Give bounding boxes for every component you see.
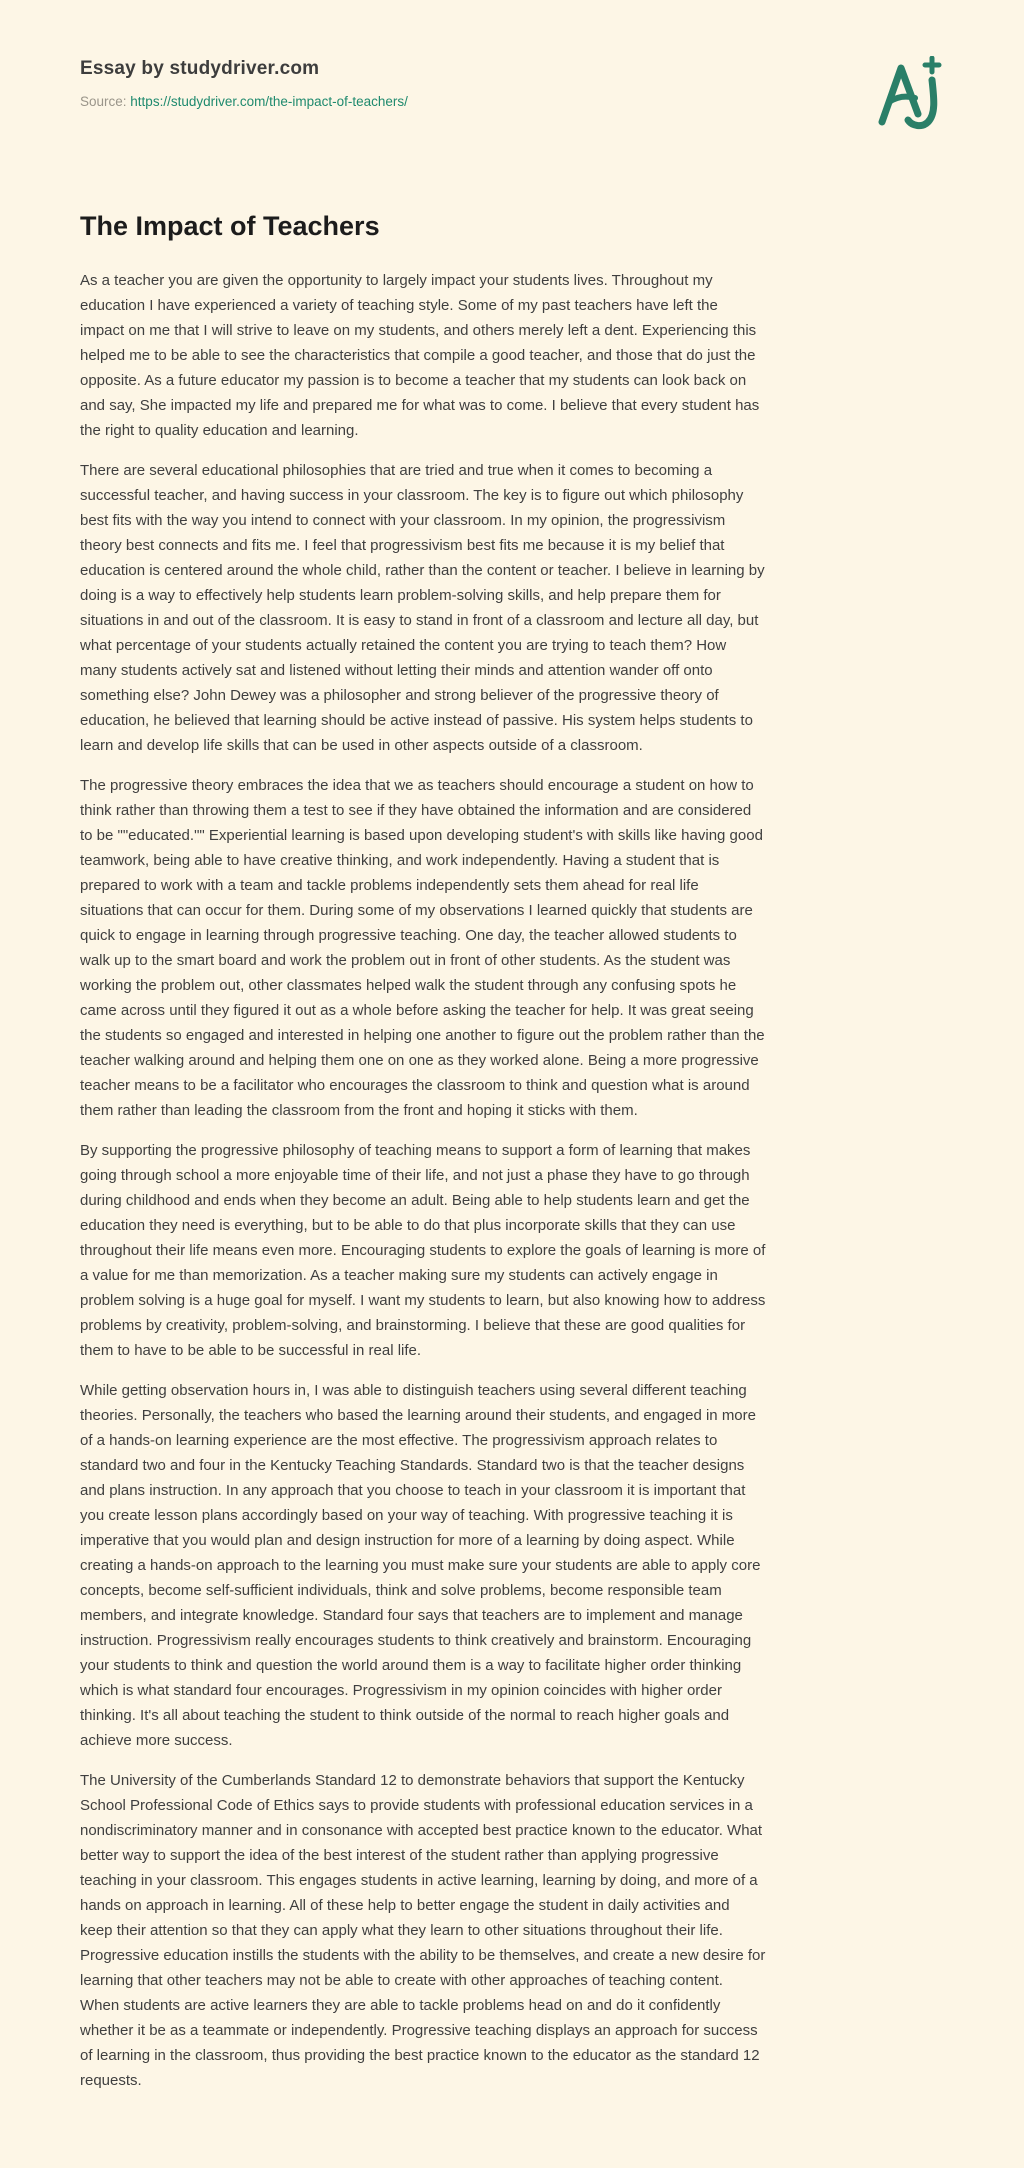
- essay-paragraph-4: By supporting the progressive philosophy of teaching means to support a form of learning that makes going through school a more enjoyable time of their life, and not just a phase they have to go through during childhood and ends when they become an adult. Being able to help students learn and get the education they need is everything, but to be able to do that plus incorporate skills that they can use throughout their life means even more. Encouraging students to explore the goals of learning is more of a value for me than memorization. As a teacher making sure my students can actively engage in problem solving is a huge goal for myself. I want my students to learn, but also knowing how to address problems by creativity, problem-solving, and brainstorming. I believe that these are good qualities for them to have to be able to be successful in real life.: [80, 1142, 766, 1359]
- source-label: Source:: [80, 94, 127, 109]
- page-header: [80, 58, 766, 109]
- essay-paragraph-6: The University of the Cumberlands Standard 12 to demonstrate behaviors that support the Kentucky School Professional Code of Ethics says to provide students with professional education services in a nondiscriminatory manner and in consonance with accepted best practice known to the educator. What better way to support the idea of the best interest of the student rather than applying progressive teaching in your classroom. This engages students in active learning, learning by doing, and more of a hands on approach in learning. All of these help to better engage the student in daily activities and keep their attention so that they can apply what they learn to other situations throughout their life. Progressive education instills the students with the ability to be themselves, and create a new desire for learning that other teachers may not be able to create with other approaches of teaching content. When students are active learners they are able to tackle problems head on and do it confidently whether it be as a teammate or independently. Progressive teaching displays an approach for success of learning in the classroom, thus providing the best practice known to the educator as the standard 12 requests.: [80, 1772, 766, 2089]
- essay-paragraph-3: The progressive theory embraces the idea that we as teachers should encourage a student on how to think rather than throwing them a test to see if they have obtained the information and are considered to be ""educated."" Experiential learning is based upon developing student's with skills like having good teamwork, being able to have creative thinking, and work independently. Having a student that is prepared to work with a team and tackle problems independently sets them ahead for real life situations that can occur for them. During some of my observations I learned quickly that students are quick to engage in learning through progressive teaching. One day, the teacher allowed students to walk up to the smart board and work the problem out in front of other students. As the student was working the problem out, other classmates helped walk the student through any confusing spots he came across until they figured it out as a whole before asking the teacher for help. It was great seeing the students so engaged and interested in helping one another to figure out the problem rather than the teacher walking around and helping them one on one as they worked alone. Being a more progressive teacher means to be a facilitator who encourages the classroom to think and question what is around them rather than leading the classroom from the front and hoping it sticks with them.: [80, 777, 765, 1119]
- source-line: [80, 94, 766, 109]
- studydriver-logo-icon: [874, 56, 946, 134]
- essay-paragraph-1: As a teacher you are given the opportunity to largely impact your students lives. Throughout my education I have experienced a variety of teaching style. Some of my past teachers have left the impact on me that I will strive to leave on my students, and others merely left a dent. Experiencing this helped me to be able to see the characteristics that compile a good teacher, and those that do just the opposite. As a future educator my passion is to become a teacher that my students can look back on and say, She impacted my life and prepared me for what was to come. I believe that every student has the right to quality education and learning.: [80, 272, 760, 439]
- page-title: The Impact of Teachers: [80, 211, 380, 241]
- byline: Essay by studydriver.com: [80, 58, 320, 79]
- essay-body: [80, 268, 766, 2093]
- essay-paragraph-5: While getting observation hours in, I was able to distinguish teachers using several different teaching theories. Personally, the teachers who based the learning around their students, and engaged in more of a hands-on learning experience are the most effective. The progressivism approach relates to standard two and four in the Kentucky Teaching Standards. Standard two is that the teacher designs and plans instruction. In any approach that you choose to teach in your classroom it is important that you create lesson plans accordingly based on your way of teaching. With progressive teaching it is imperative that you would plan and design instruction for more of a learning by doing aspect. While creating a hands-on approach to the learning you must make sure your students are able to apply core concepts, become self-sufficient individuals, think and solve problems, become responsible team members, and integrate knowledge. Standard four says that teachers are to implement and manage instruction. Progressivism really encourages students to think creatively and brainstorm. Encouraging your students to think and question the world around them is a way to facilitate higher order thinking which is what standard four encourages. Progressivism in my opinion coincides with higher order thinking. It's all about teaching the student to think outside of the normal to reach higher goals and achieve more success.: [80, 1382, 761, 1749]
- source-link[interactable]: https://studydriver.com/the-impact-of-teachers/: [130, 94, 408, 109]
- essay-paragraph-2: There are several educational philosophies that are tried and true when it comes to becoming a successful teacher, and having success in your classroom. The key is to figure out which philosophy best fits with the way you intend to connect with your classroom. In my opinion, the progressivism theory best connects and fits me. I feel that progressivism best fits me because it is my belief that education is centered around the whole child, rather than the content or teacher. I believe in learning by doing is a way to effectively help students learn problem-solving skills, and help prepare them for situations in and out of the classroom. It is easy to stand in front of a classroom and lecture all day, but what percentage of your students actually retained the content you are trying to teach them? How many students actively sat and listened without letting their minds and attention wander off onto something else? John Dewey was a philosopher and strong believer of the progressive theory of education, he believed that learning should be active instead of passive. His system helps students to learn and develop life skills that can be used in other aspects outside of a classroom.: [80, 462, 765, 754]
